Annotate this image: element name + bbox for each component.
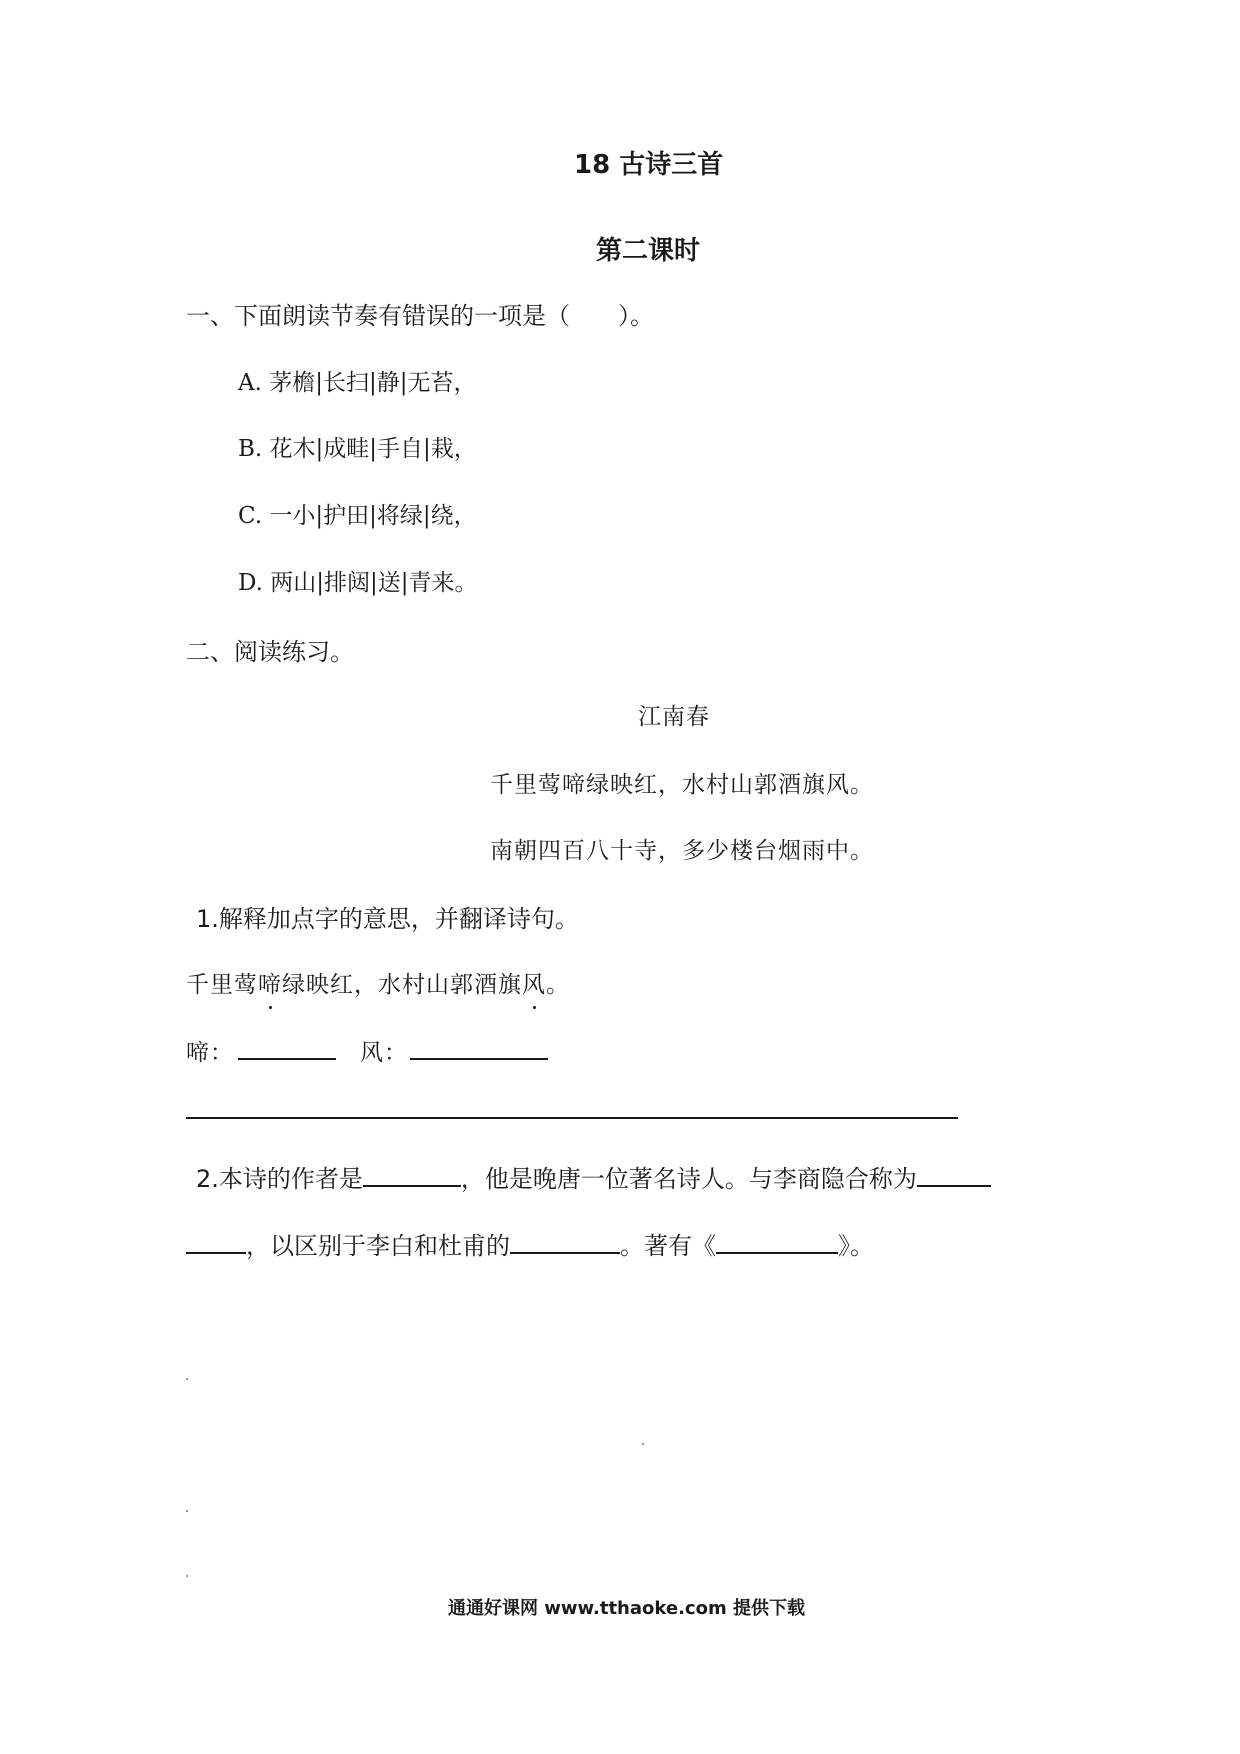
nickname-blank-a[interactable] xyxy=(917,1161,991,1187)
scan-speck xyxy=(186,1378,188,1380)
poem-line-1: 千里莺啼绿映红，水村山郭酒旗风。 xyxy=(490,772,874,798)
line-text-post: 。 xyxy=(546,972,570,998)
label-feng: 风： xyxy=(360,1040,408,1066)
section2-heading: 二、阅读练习。 xyxy=(186,638,354,666)
option-b: B. 花木|成畦|手自|栽， xyxy=(238,436,477,462)
question-1-prompt: 1.解释加点字的意思，并翻译诗句。 xyxy=(196,905,579,933)
q2-part1: 2.本诗的作者是 xyxy=(196,1165,363,1193)
poem-line-2: 南朝四百八十寺，多少楼台烟雨中。 xyxy=(490,838,874,864)
option-a: A. 茅檐|长扫|静|无苔， xyxy=(238,370,477,396)
work-title-blank[interactable] xyxy=(716,1228,838,1254)
line-text-pre: 千里莺 xyxy=(186,972,258,998)
poem-title: 江南春 xyxy=(638,704,710,730)
scan-speck xyxy=(186,1575,188,1577)
section1-heading: 一、下面朗读节奏有错误的一项是（ ）。 xyxy=(186,302,654,330)
author-blank[interactable] xyxy=(363,1161,461,1187)
line-text-mid: 绿映红，水村山郭酒旗 xyxy=(282,972,522,998)
translation-answer-line[interactable] xyxy=(186,1117,958,1119)
question-1-answers xyxy=(186,1034,548,1067)
question-2-line-1 xyxy=(196,1159,991,1194)
dotted-char-ti: 啼 xyxy=(258,966,282,999)
option-d: D. 两山|排闼|送|青来。 xyxy=(238,570,478,596)
question-2-line-2 xyxy=(186,1226,874,1261)
scan-speck xyxy=(186,1510,188,1512)
page-subtitle: 第二课时 xyxy=(596,236,701,266)
comparison-blank[interactable] xyxy=(510,1228,620,1254)
page-title: 18 古诗三首 xyxy=(574,150,724,180)
scan-speck xyxy=(642,1443,644,1445)
dotted-char-feng: 风 xyxy=(522,966,546,999)
q2-part3: ，以区别于李白和杜甫的 xyxy=(246,1232,510,1260)
nickname-blank-b[interactable] xyxy=(186,1228,246,1254)
label-ti: 啼： xyxy=(186,1040,234,1066)
question-1-line xyxy=(186,966,570,999)
q2-part4: 。著有《 xyxy=(620,1232,716,1260)
footer-text: 通通好课网 www.tthaoke.com 提供下载 xyxy=(448,1598,805,1619)
option-c: C. 一小|护田|将绿|绕， xyxy=(238,503,477,529)
answer-blank-ti[interactable] xyxy=(238,1034,336,1060)
answer-blank-feng[interactable] xyxy=(410,1034,548,1060)
q2-part5: 》。 xyxy=(838,1232,874,1260)
q2-part2: ，他是晚唐一位著名诗人。与李商隐合称为 xyxy=(460,1165,917,1193)
